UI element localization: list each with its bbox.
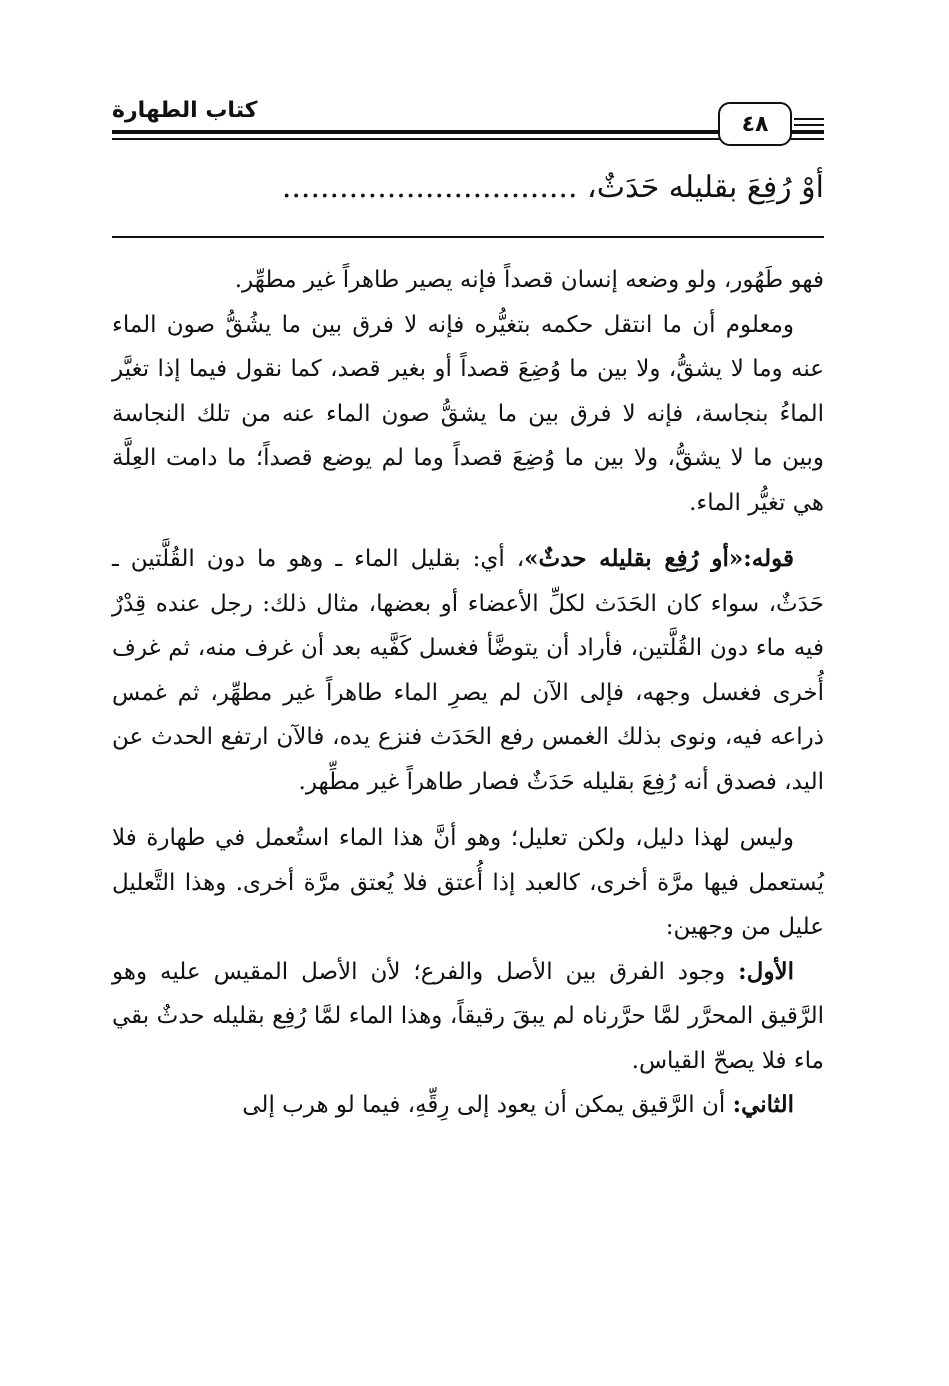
page-number: ٤٨ xyxy=(741,111,769,137)
paragraph-4: وليس لهذا دليل، ولكن تعليل؛ وهو أنَّ هذا الماء استُعمل في طهارة فلا يُستعمل فيها مرَّة أخرى، كالعبد إذا أُعتق فلا يُعتق مرَّة أخرى. وهذا التَّعليل عليل من وجهين: xyxy=(112,825,824,940)
header-rule-thin xyxy=(112,138,824,140)
paragraph-5-text: وجود الفرق بين الأصل والفرع؛ لأن الأصل المقيس عليه وهو الرَّقيق المحرَّر لمَّا حرَّرناه لم يبقَ رقيقاً، وهذا الماء لمَّا رُفِع بقليله حدثٌ بقي ماء فلا يصحّ القياس. xyxy=(112,958,824,1074)
paragraph-5 xyxy=(112,950,824,1084)
page-number-badge xyxy=(718,102,792,146)
paragraph-3 xyxy=(112,537,824,804)
paragraph-3-text: ، أي: بقليل الماء ـ وهو ما دون القُلَّتين ـ حَدَثٌ، سواء كان الحَدَث لكلِّ الأعضاء أو بعضها، مثال ذلك: رجل عنده قِدْرٌ فيه ماء دون القُلَّتين، فأراد أن يتوضَّأ فغسل كَفَّيه بعد أن غرف منه، ثم غرف أُخرى فغسل وجهه، فإلى الآن لم يصرِ الماء طاهراً غير مطهِّر، ثم غمس ذراعه فيه، ونوى بذلك الغمس رفع الحَدَث فنزع يده، فالآن ارتفع الحدث عن اليد، فصدق أنه رُفِعَ بقليله حَدَثٌ فصار طاهراً غير مطِّهر. xyxy=(112,546,824,795)
paragraph-1: فهو طَهُور، ولو وضعه إنسان قصداً فإنه يصير طاهراً غير مطهِّر. xyxy=(234,267,824,293)
paragraph-5-lead: الأول: xyxy=(738,957,794,985)
paragraph-6-lead: الثاني: xyxy=(732,1091,794,1118)
paragraph-3-lead: قوله: xyxy=(743,545,795,572)
matn-line xyxy=(112,160,824,216)
page-header xyxy=(112,90,824,150)
running-title: كتاب الطهارة xyxy=(112,98,258,123)
paragraph-2: ومعلوم أن ما انتقل حكمه بتغيُّره فإنه لا فرق بين ما يشُقُّ صون الماء عنه وما لا يشقُّ، ولا بين ما وُضِعَ قصداً أو بغير قصد، كما نقول فيما إذا تغيَّر الماءُ بنجاسة، فإنه لا فرق بين ما يشقُّ صون الماء عنه من تلك النجاسة وبين ما لا يشقُّ، ولا بين ما وُضِعَ قصداً وما لم يوضع قصداً؛ ما دامت العِلَّة هي تغيُّر الماء. xyxy=(112,311,824,516)
commentary-body xyxy=(112,258,824,1128)
paragraph-3-quote: «أو رُفِع بقليله حدثٌ» xyxy=(524,545,744,572)
paragraph-6-text: أن الرَّقيق يمكن أن يعود إلى رِقِّهِ، فيما لو هرب إلى xyxy=(242,1092,733,1118)
paragraph-6 xyxy=(112,1083,824,1128)
header-rule-ticks xyxy=(790,102,824,142)
matn-text: أوْ رُفِعَ بقليله حَدَثٌ، xyxy=(587,170,824,205)
matn-dots: ............................... xyxy=(281,170,578,205)
matn-divider xyxy=(112,236,824,238)
